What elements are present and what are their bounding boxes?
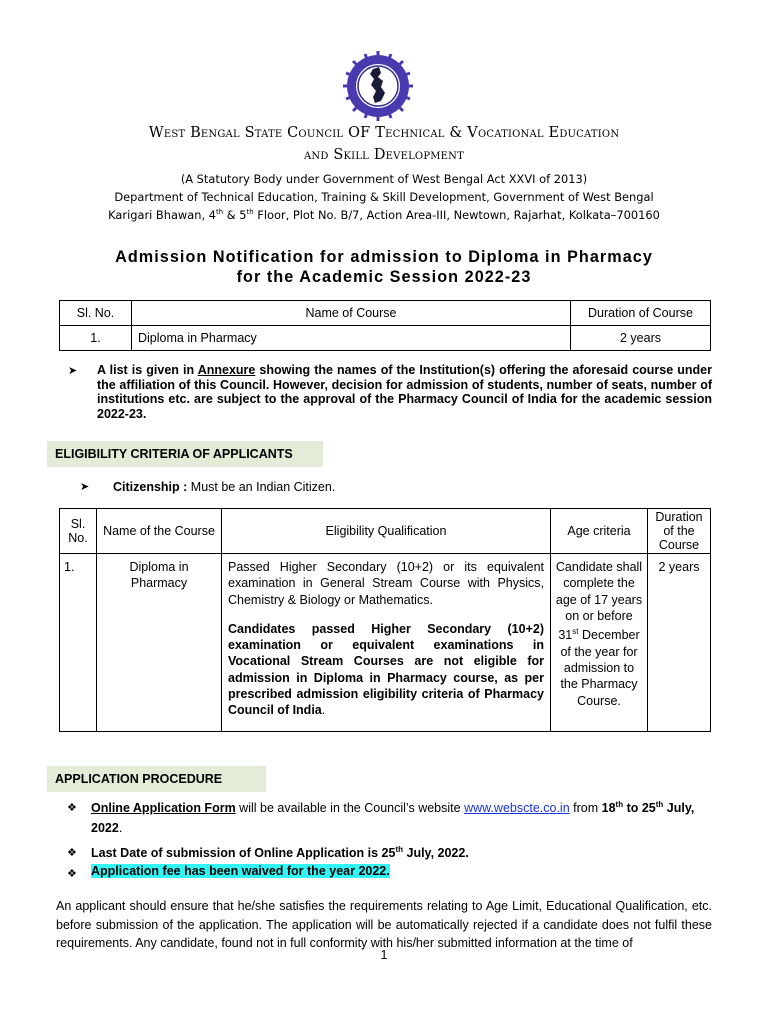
- cell-sl-no: 1.: [60, 326, 132, 351]
- eligibility-table: [59, 508, 711, 732]
- arrow-bullet-icon: ➤: [68, 365, 78, 377]
- cell-age: Candidate shall complete the age of 17 years on or before 31st December of the year for admission to the Pharmacy Course.: [551, 554, 648, 732]
- application-item-last-date: Last Date of submission of Online Application is 25th July, 2022.: [91, 845, 469, 861]
- citizenship-line: Citizenship : Must be an Indian Citizen.: [113, 480, 336, 494]
- table-header-row: [60, 509, 711, 554]
- header-course: Name of the Course: [97, 509, 222, 554]
- header-duration: Duration of Course: [571, 301, 711, 326]
- table-row: [60, 554, 711, 732]
- header-duration: Duration of the Course: [648, 509, 711, 554]
- cell-course: Diploma in Pharmacy: [97, 554, 222, 732]
- cell-sl-no: 1.: [60, 554, 97, 732]
- statutory-note: (A Statutory Body under Government of West Bengal Act XXVI of 2013): [180, 172, 588, 186]
- cell-qualification: [222, 554, 551, 732]
- diamond-bullet-icon: ❖: [67, 847, 77, 859]
- notification-title-line1: Admission Notification for admission to Diploma in Pharmacy: [115, 248, 653, 266]
- org-name-line1: West Bengal State Council OF Technical & Vocational Education: [148, 125, 620, 141]
- final-paragraph: An applicant should ensure that he/she satisfies the requirements relating to Age Limit, Educational Qualification, etc. before submission of the application. The application will be automatically rejected if a candidate does not fulfil these requirements. Any candidate, found not in full conformity with his/her submitted information at the time of: [56, 899, 712, 950]
- annexure-link[interactable]: Annexure: [197, 363, 256, 377]
- diamond-bullet-icon: ❖: [67, 802, 77, 814]
- header-qualification: Eligibility Qualification: [222, 509, 551, 554]
- page-number: 1: [380, 948, 388, 962]
- council-logo-icon: [343, 51, 413, 121]
- website-link[interactable]: www.webscte.co.in: [464, 801, 570, 816]
- eligibility-heading: ELIGIBILITY CRITERIA OF APPLICANTS: [47, 441, 323, 467]
- online-form-link[interactable]: Online Application Form: [91, 801, 236, 816]
- qualification-vocational-note: Candidates passed Higher Secondary (10+2) examination or equivalent examinations in Vocational Stream Courses are not eligible for admission in Diploma in Pharmacy course, as per prescribed admission eligibility criteria of Pharmacy Council of India.: [228, 621, 544, 718]
- header-course-name: Name of Course: [132, 301, 571, 326]
- cell-course-name: Diploma in Pharmacy: [132, 326, 571, 351]
- application-item-fee-waived: Application fee has been waived for the year 2022.: [91, 864, 390, 878]
- application-item-online-form: Online Application Form will be available in the Council’s website www.webscte.co.in from 18th to 25th July, 2022.: [91, 800, 695, 836]
- cell-duration: 2 years: [648, 554, 711, 732]
- qualification-general: Passed Higher Secondary (10+2) or its equivalent examination in General Stream Course with Physics, Chemistry & Biology or Mathematics.: [228, 560, 544, 607]
- header-age: Age criteria: [551, 509, 648, 554]
- diamond-bullet-icon: ❖: [67, 868, 77, 880]
- org-name-line2: and Skill Development: [303, 147, 465, 163]
- application-heading: APPLICATION PROCEDURE: [47, 766, 266, 792]
- address-line: Karigari Bhawan, 4th & 5th Floor, Plot No. B/7, Action Area-III, Newtown, Rajarhat, Kolkata–700160: [108, 208, 660, 222]
- department-line: Department of Technical Education, Training & Skill Development, Government of West Bengal: [114, 190, 654, 204]
- cell-duration: 2 years: [571, 326, 711, 351]
- header-sl-no: Sl. No.: [60, 301, 132, 326]
- annexure-note: A list is given in Annexure showing the names of the Institution(s) offering the aforesaid course under the affiliation of this Council. However, decision for admission of students, number of seats, number of institutions etc. are subject to the approval of the Pharmacy Council of India for the academic session 2022-23.: [97, 363, 712, 421]
- notification-title-line2: for the Academic Session 2022-23: [236, 268, 532, 286]
- table-header-row: [60, 301, 711, 326]
- arrow-bullet-icon: ➤: [80, 481, 90, 493]
- table-row: [60, 326, 711, 351]
- course-table: [59, 300, 711, 351]
- header-sl-no: Sl. No.: [60, 509, 97, 554]
